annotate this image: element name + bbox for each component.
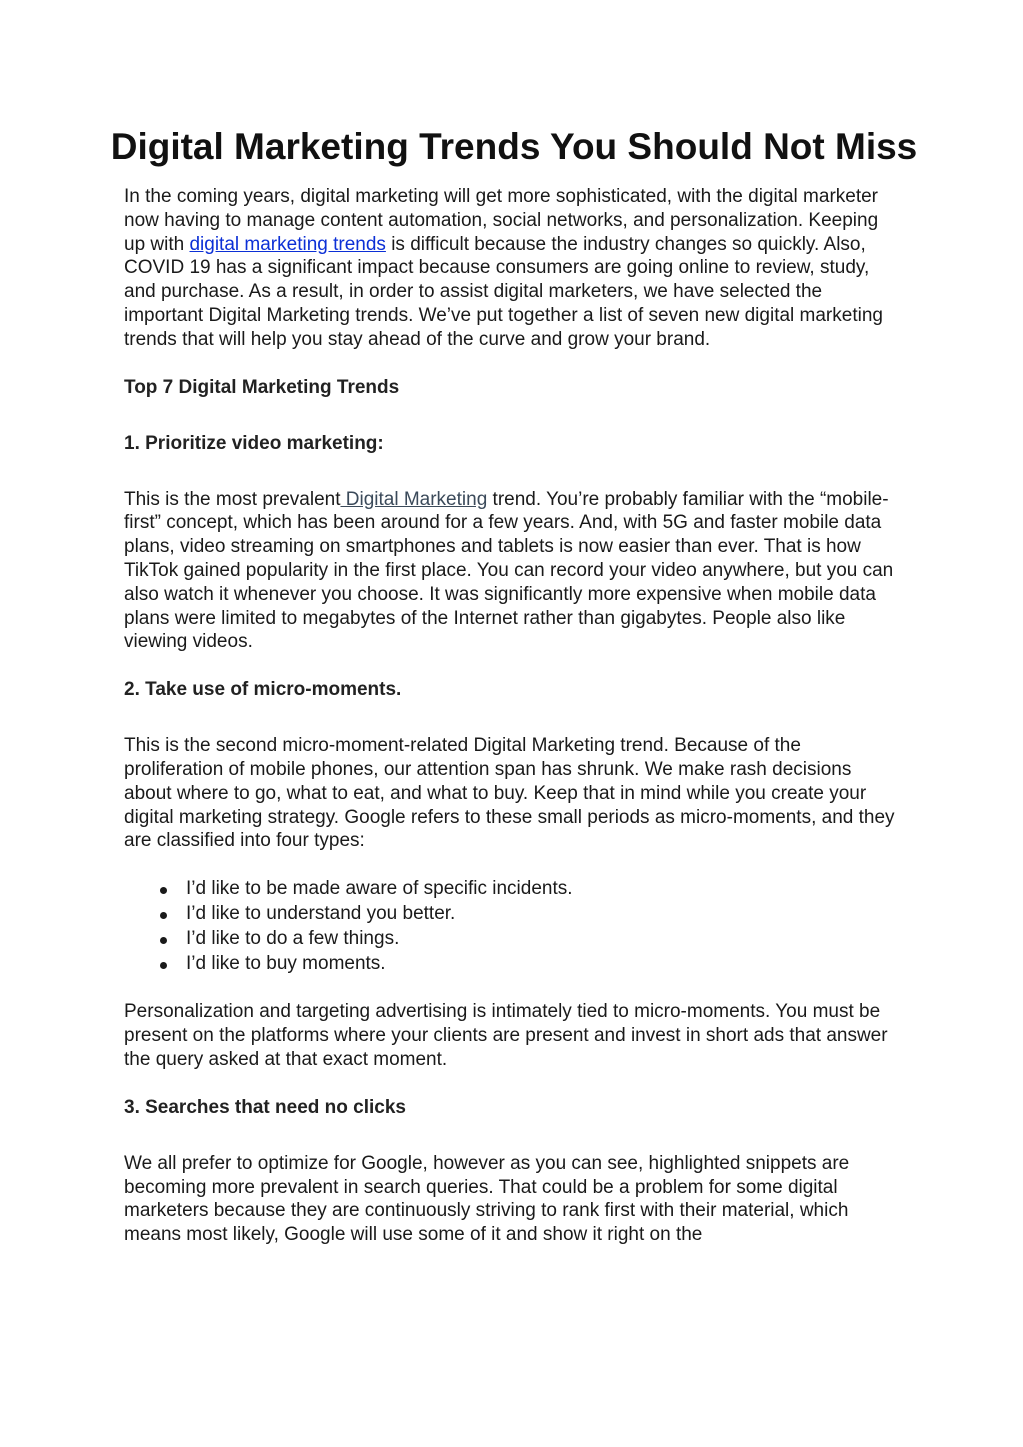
list-item [124, 877, 904, 901]
top-trends-heading: Top 7 Digital Marketing Trends [124, 376, 400, 398]
intro-paragraph [124, 185, 904, 352]
section1-paragraph [124, 488, 904, 655]
section3-paragraph-1: We all prefer to optimize for Google, however as you can see, highlighted snippets are becoming more prevalent in search queries. That could be a problem for some digital marketers because they are continuously striving to rank first with their material, which means most likely, Google will use some of it and show it right on the [124, 1152, 850, 1246]
section3-heading: 3. Searches that need no clicks [124, 1096, 406, 1118]
micro-moments-list [124, 877, 904, 975]
section1-heading: 1. Prioritize video marketing: [124, 432, 384, 454]
page-title: Digital Marketing Trends You Should Not Miss [110, 126, 918, 167]
bullet-icon [160, 937, 167, 944]
section2-paragraph-2: Personalization and targeting advertising is intimately tied to micro-moments. You must be present on the platforms where your clients are present and invest in short ads that answer the query asked at that exact moment. [124, 1001, 888, 1070]
section2-paragraph-1: This is the second micro-moment-related Digital Marketing trend. Because of the proliferation of mobile phones, our attention span has shrunk. We make rash decisions about where to go, what to eat, and what to buy. Keep that in mind while you create your digital marketing strategy. Google refers to these small periods as micro-moments, and they are classified into four types: [124, 735, 895, 852]
list-item [124, 952, 904, 976]
section1-text-start: This is the most prevalent [124, 488, 341, 510]
bullet-icon [160, 962, 167, 969]
digital-marketing-link[interactable]: Digital Marketing [340, 488, 488, 510]
intro-text-end: is difficult because the industry changes so quickly. Also, COVID 19 has a significant impact because consumers are going online to review, study, and purchase. As a result, in order to assist digital marketers, we have selected the important Digital Marketing trends. We’ve put together a list of seven new digital marketing trends that will help you stay ahead of the curve and grow your brand. [124, 233, 883, 350]
document-page [110, 124, 918, 1271]
list-item-text: I’d like to buy moments. [186, 952, 386, 974]
list-item-text: I’d like to do a few things. [186, 927, 400, 949]
bullet-icon [160, 887, 167, 894]
list-item-text: I’d like to be made aware of specific incidents. [186, 878, 573, 900]
section2-heading: 2. Take use of micro-moments. [124, 679, 402, 701]
digital-marketing-trends-link[interactable]: digital marketing trends [189, 233, 386, 255]
bullet-icon [160, 912, 167, 919]
intro-text-start: In the coming years, digital marketing will get more sophisticated, with the digital marketer now having to manage content automation, social networks, and personalization. Keeping up with [124, 186, 879, 255]
list-item-text: I’d like to understand you better. [186, 902, 456, 924]
list-item [124, 902, 904, 926]
section1-text-end: trend. You’re probably familiar with the “mobile-first” concept, which has been around for a few years. And, with 5G and faster mobile data plans, video streaming on smartphones and tablets is now easier than ever. That is how TikTok gained popularity in the first place. You can record your video anywhere, but you can also watch it whenever you choose. It was significantly more expensive when mobile data plans were limited to megabytes of the Internet rather than gigabytes. People also like viewing videos. [124, 488, 894, 653]
list-item [124, 927, 904, 951]
